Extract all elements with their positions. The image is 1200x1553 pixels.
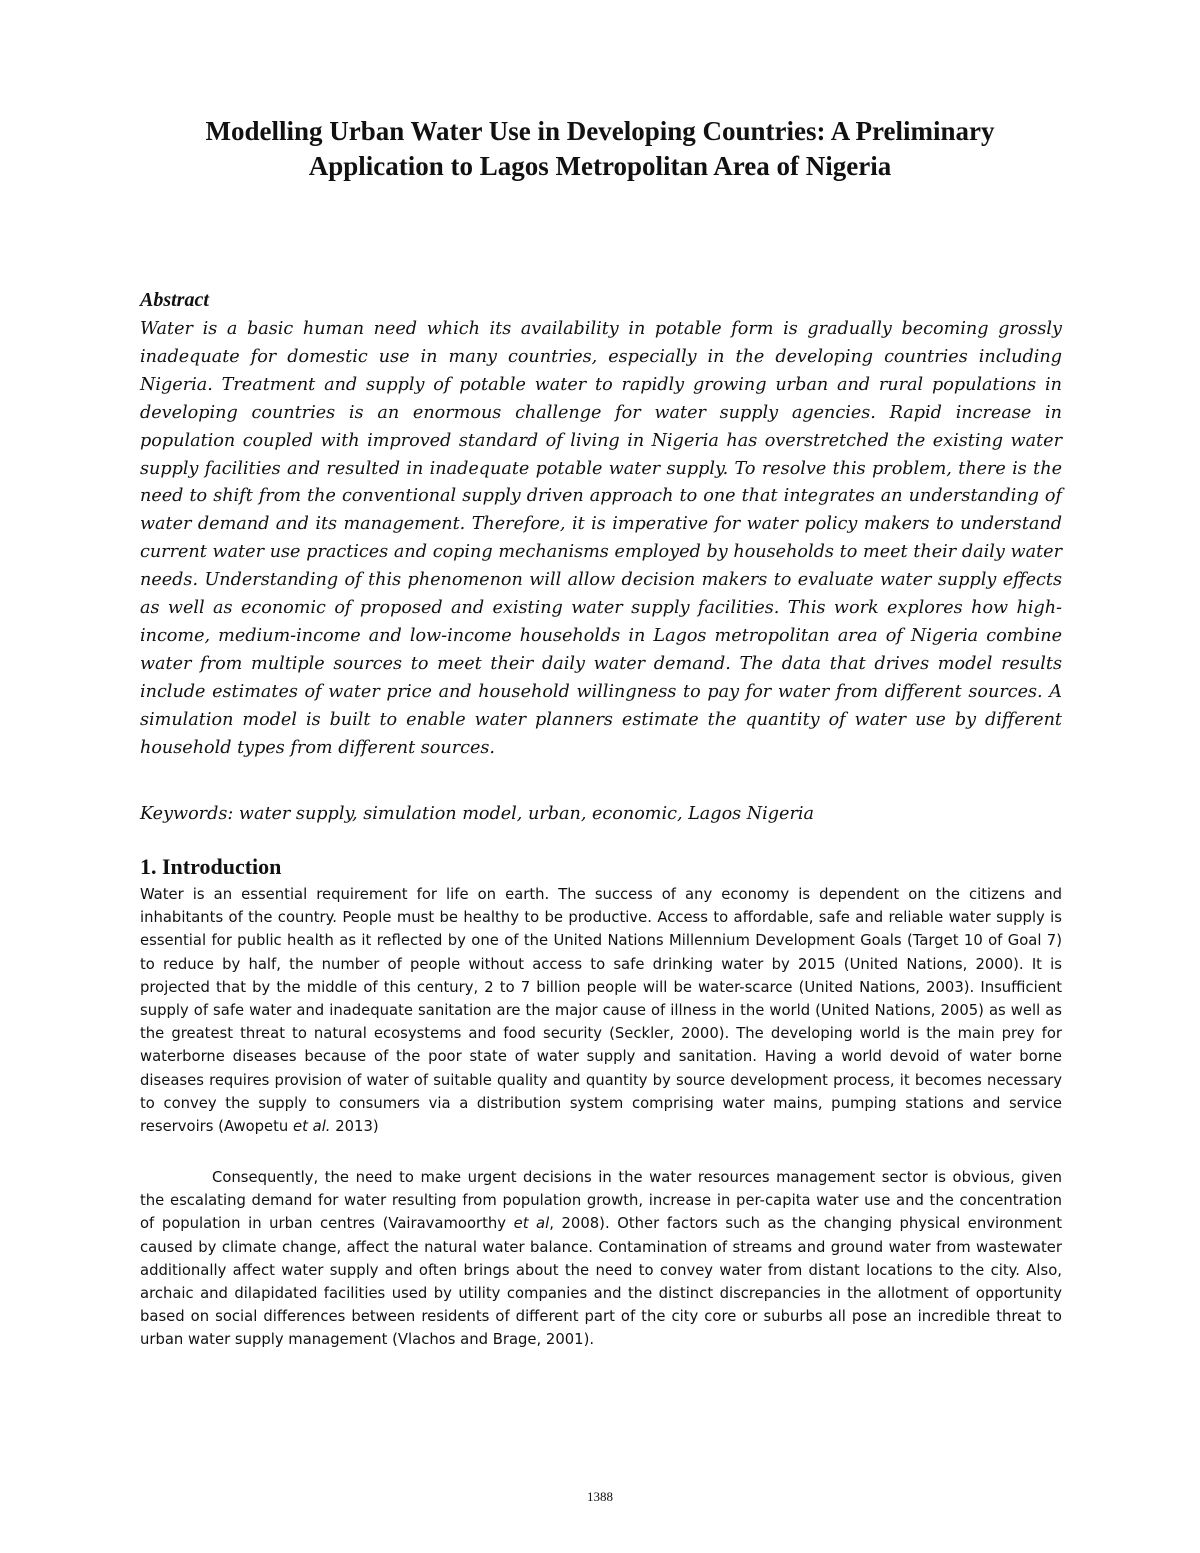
intro-p2-etal: et al — [513, 1215, 550, 1233]
intro-p1-text-a: Water is an essential requirement for life on earth. The success of any economy is dependent on the citizens and inhabitants of the country. People must be healthy to be productive. Access to affordable, safe and reliable water supply is essential for public health as it reflected by one of the United Nations Millennium Development Goals (Target 10 of Goal 7) to reduce by half, the number of people without access to safe drinking water by 2015 (United Nations, 2000). It is projected that by the middle of this century, 2 to 7 billion people will be water-scarce (United Nations, 2003). Insufficient supply of safe water and inadequate sanitation are the major cause of illness in the world (United Nations, 2005) as well as the greatest threat to natural ecosystems and food security (Seckler, 2000). The developing world is the main prey for waterborne diseases because of the poor state of water supply and sanitation. Having a world devoid of water borne diseases requires provision of water of suitable quality and quantity by source development process, it becomes necessary to convey the supply to consumers via a distribution system comprising water mains, pumping stations and service reservoirs (Awopetu — [140, 886, 1062, 1136]
introduction-heading: 1. Introduction — [140, 854, 282, 879]
introduction-paragraph-1 — [140, 883, 1062, 1138]
abstract-text: Water is a basic human need which its availability in potable form is gradually becoming grossly inadequate for domestic use in many countries, especially in the developing countries including Nigeria. Treatment and supply of potable water to rapidly growing urban and rural populations in developing countries is an enormous challenge for water supply agencies. Rapid increase in population coupled with improved standard of living in Nigeria has overstretched the existing water supply facilities and resulted in inadequate potable water supply. To resolve this problem, there is the need to shift from the conventional supply driven approach to one that integrates an understanding of water demand and its management. Therefore, it is imperative for water policy makers to understand current water use practices and coping mechanisms employed by households to meet their daily water needs. Understanding of this phenomenon will allow decision makers to evaluate water supply effects as well as economic of proposed and existing water supply facilities. This work explores how high-income, medium-income and low-income households in Lagos metropolitan area of Nigeria combine water from multiple sources to meet their daily water demand. The data that drives model results include estimates of water price and household willingness to pay for water from different sources. A simulation model is built to enable water planners estimate the quantity of water use by different household types from different sources. — [140, 319, 1062, 758]
abstract-heading: Abstract — [140, 289, 209, 311]
introduction-paragraph-2 — [140, 1166, 1062, 1352]
intro-p2-text-b: , 2008). Other factors such as the changing physical environment caused by climate change, affect the natural water balance. Contamination of streams and ground water from wastewater additionally affect water supply and often brings about the need to convey water from distant locations to the city. Also, archaic and dilapidated facilities used by utility companies and the distinct discrepancies in the allotment of opportunity based on social differences between residents of different part of the city core or suburbs all pose an incredible threat to urban water supply management (Vlachos and Brage, 2001). — [140, 1215, 1062, 1349]
paper-title — [160, 114, 1040, 184]
intro-p1-text-b: 2013) — [330, 1118, 379, 1136]
intro-p2-text-a: Consequently, the need to make urgent decisions in the water resources management sector is obvious, given the escalating demand for water resulting from population growth, increase in per-capita water use and the concentration of population in urban centres (Vairavamoorthy — [140, 1169, 1062, 1233]
intro-p1-etal: et al. — [293, 1118, 331, 1136]
keywords: Keywords: water supply, simulation model, urban, economic, Lagos Nigeria — [140, 804, 814, 824]
paper-title-line-1: Modelling Urban Water Use in Developing Countries: A Preliminary — [205, 116, 995, 146]
paper-title-line-2: Application to Lagos Metropolitan Area of Nigeria — [308, 151, 892, 181]
page-number: 1388 — [587, 1489, 613, 1504]
